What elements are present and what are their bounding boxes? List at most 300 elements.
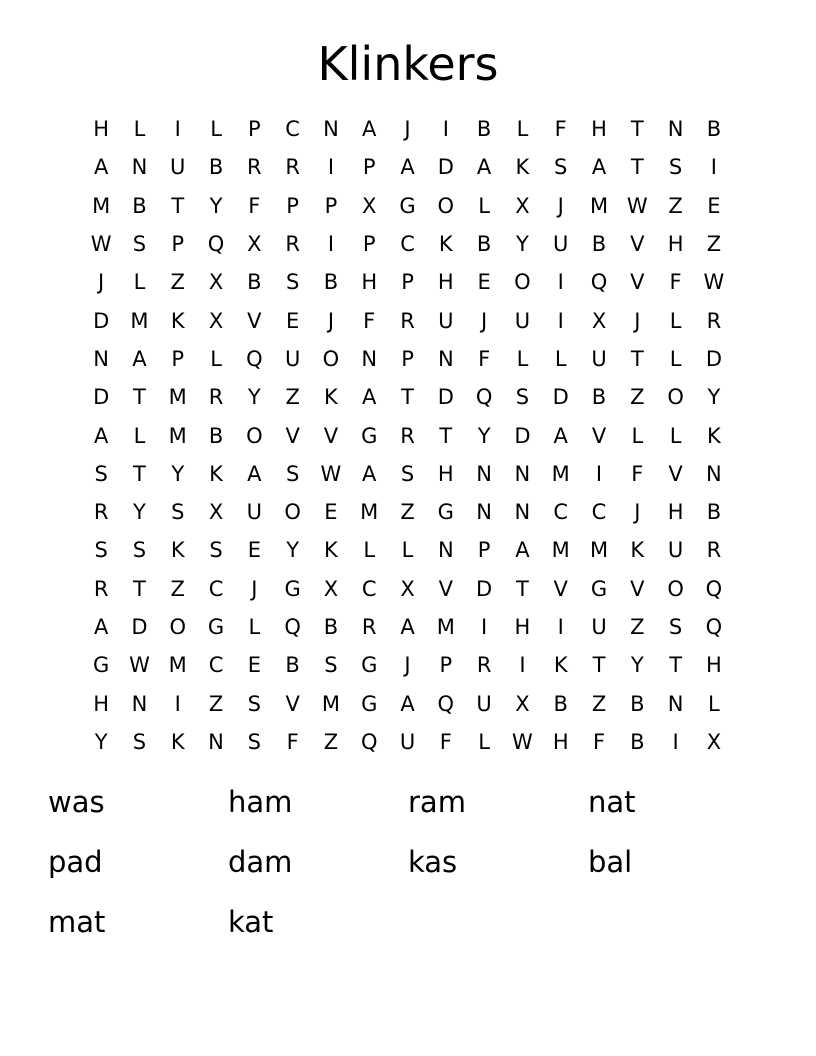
grid-letter: B bbox=[476, 117, 492, 142]
grid-letter: O bbox=[246, 423, 263, 448]
grid-letter: L bbox=[708, 691, 720, 716]
grid-letter: N bbox=[323, 117, 339, 142]
grid-letter: G bbox=[361, 691, 378, 716]
grid-letter: X bbox=[208, 270, 224, 295]
grid-letter: D bbox=[437, 155, 454, 180]
grid-letter: X bbox=[400, 576, 415, 601]
grid-letter: P bbox=[362, 155, 376, 180]
grid-letter: Q bbox=[437, 691, 455, 716]
grid-letter: B bbox=[630, 691, 645, 716]
grid-letter: U bbox=[246, 500, 263, 525]
grid-letter: K bbox=[438, 232, 453, 257]
grid-letter: N bbox=[514, 500, 531, 525]
grid-letter: N bbox=[437, 538, 454, 563]
grid-letter: A bbox=[400, 155, 415, 180]
grid-letter: I bbox=[327, 232, 335, 257]
grid-letter: H bbox=[667, 232, 684, 257]
grid-letter: E bbox=[707, 193, 721, 218]
grid-letter: S bbox=[132, 538, 147, 563]
grid-letter: G bbox=[590, 576, 608, 601]
grid-letter: C bbox=[591, 500, 607, 525]
grid-letter: I bbox=[481, 615, 488, 639]
grid-letter: K bbox=[630, 538, 645, 563]
grid-letter: A bbox=[476, 155, 492, 180]
grid-letter: B bbox=[247, 270, 262, 295]
grid-letter: R bbox=[93, 576, 109, 601]
grid-letter: X bbox=[323, 576, 339, 601]
grid-letter: O bbox=[284, 500, 301, 525]
grid-letter: Y bbox=[477, 423, 491, 448]
grid-letter: M bbox=[168, 423, 187, 448]
puzzle-title: Klinkers bbox=[317, 37, 499, 91]
grid-letter: S bbox=[324, 653, 338, 678]
grid-letter: R bbox=[706, 538, 722, 563]
grid-letter: T bbox=[516, 576, 529, 601]
grid-letter: Z bbox=[706, 232, 722, 257]
grid-letter: H bbox=[514, 615, 531, 639]
grid-letter: L bbox=[401, 538, 414, 563]
grid-letter: M bbox=[551, 538, 570, 563]
grid-letter: K bbox=[209, 461, 223, 486]
grid-letter: V bbox=[630, 232, 645, 257]
grid-letter: C bbox=[361, 576, 377, 601]
grid-letter: B bbox=[706, 117, 722, 142]
grid-letter: Y bbox=[209, 193, 223, 218]
grid-letter: Z bbox=[208, 691, 224, 716]
grid-letter: Z bbox=[630, 385, 645, 410]
grid-letter: T bbox=[133, 461, 146, 486]
grid-letter: U bbox=[170, 155, 186, 180]
grid-letter: G bbox=[399, 193, 416, 218]
word-list bbox=[48, 780, 768, 960]
grid-letter: W bbox=[129, 653, 150, 678]
grid-letter: F bbox=[592, 729, 606, 754]
grid-letter: P bbox=[286, 193, 299, 218]
grid-letter: Q bbox=[284, 615, 301, 639]
grid-letter: N bbox=[361, 346, 378, 371]
grid-letter: Z bbox=[170, 270, 185, 295]
grid-letter: Y bbox=[630, 653, 644, 678]
grid-letter: D bbox=[476, 576, 493, 601]
grid-letter: N bbox=[476, 461, 492, 486]
grid-letter: M bbox=[321, 691, 340, 716]
grid-letter: A bbox=[362, 117, 377, 142]
grid-letter: V bbox=[630, 270, 645, 295]
word-list-item: nat bbox=[588, 785, 636, 819]
grid-letter: U bbox=[591, 615, 607, 639]
word-list-item: pad bbox=[48, 845, 103, 879]
grid-letter: G bbox=[284, 576, 301, 601]
grid-letter: O bbox=[667, 576, 684, 601]
grid-letter: S bbox=[94, 461, 108, 486]
grid-letter: B bbox=[323, 615, 339, 639]
grid-letter: J bbox=[404, 653, 411, 678]
grid-letter: I bbox=[557, 270, 564, 295]
grid-letter: I bbox=[442, 117, 449, 142]
grid-letter: Y bbox=[516, 232, 529, 257]
grid-letter: B bbox=[208, 423, 224, 448]
grid-letter: U bbox=[476, 691, 492, 716]
grid-letter: C bbox=[208, 653, 224, 678]
grid-letter: B bbox=[706, 500, 722, 525]
grid-letter: S bbox=[247, 691, 261, 716]
grid-letter: T bbox=[630, 117, 644, 142]
grid-letter: A bbox=[93, 615, 109, 639]
grid-letter: W bbox=[90, 232, 112, 257]
grid-letter: J bbox=[481, 308, 488, 333]
grid-letter: I bbox=[672, 729, 679, 754]
grid-letter: R bbox=[476, 653, 492, 678]
grid-letter: R bbox=[400, 423, 415, 448]
grid-letter: R bbox=[285, 232, 300, 257]
grid-letter: S bbox=[285, 461, 300, 486]
grid-letter: Y bbox=[94, 729, 108, 754]
grid-letter: U bbox=[514, 308, 531, 333]
grid-letter: X bbox=[515, 193, 530, 218]
grid-letter: R bbox=[285, 155, 300, 180]
grid-letter: O bbox=[322, 346, 340, 371]
grid-letter: L bbox=[133, 423, 146, 448]
grid-letter: K bbox=[707, 423, 721, 448]
grid-letter: A bbox=[132, 346, 147, 371]
grid-letter: X bbox=[706, 729, 722, 754]
grid-letter: V bbox=[630, 576, 645, 601]
grid-letter: Q bbox=[705, 576, 723, 601]
grid-letter: L bbox=[516, 346, 529, 371]
grid-letter: S bbox=[668, 155, 683, 180]
grid-letter: G bbox=[361, 423, 378, 448]
grid-letter: D bbox=[552, 385, 569, 410]
grid-letter: V bbox=[553, 576, 568, 601]
grid-letter: V bbox=[247, 308, 262, 333]
grid-letter: B bbox=[476, 232, 492, 257]
grid-letter: Z bbox=[170, 576, 185, 601]
grid-letter: R bbox=[93, 500, 109, 525]
grid-letter: S bbox=[209, 538, 223, 563]
grid-letter: N bbox=[706, 461, 722, 486]
grid-letter: R bbox=[208, 385, 224, 410]
grid-letter: Y bbox=[171, 461, 185, 486]
grid-letter: D bbox=[514, 423, 531, 448]
grid-letter: B bbox=[285, 653, 300, 678]
grid-letter: R bbox=[706, 308, 722, 333]
grid-letter: A bbox=[362, 385, 377, 410]
grid-letter: H bbox=[552, 729, 569, 754]
grid-letter: Z bbox=[323, 729, 339, 754]
grid-letter: H bbox=[437, 270, 454, 295]
grid-letter: G bbox=[361, 653, 378, 678]
grid-letter: C bbox=[553, 500, 569, 525]
grid-letter: H bbox=[361, 270, 378, 295]
grid-letter: N bbox=[131, 691, 148, 716]
grid-letter: V bbox=[323, 423, 339, 448]
grid-letter: S bbox=[171, 500, 185, 525]
grid-letter: I bbox=[595, 461, 603, 486]
grid-letter: O bbox=[437, 193, 455, 218]
grid-letter: Z bbox=[630, 615, 645, 639]
grid-letter: Z bbox=[668, 193, 683, 218]
grid-letter: J bbox=[404, 117, 411, 142]
grid-letter: S bbox=[515, 385, 530, 410]
grid-letter: M bbox=[92, 193, 111, 218]
grid-letter: B bbox=[323, 270, 339, 295]
grid-letter: L bbox=[210, 117, 222, 142]
grid-letter: E bbox=[247, 653, 261, 678]
word-list-item: bal bbox=[588, 845, 633, 879]
grid-letter: N bbox=[93, 346, 109, 371]
grid-letter: S bbox=[285, 270, 300, 295]
grid-letter: S bbox=[132, 729, 147, 754]
grid-letter: R bbox=[361, 615, 377, 639]
grid-letter: L bbox=[669, 423, 682, 448]
word-list-item: was bbox=[48, 785, 105, 819]
grid-letter: Q bbox=[590, 270, 608, 295]
grid-letter: N bbox=[437, 346, 454, 371]
grid-letter: I bbox=[174, 691, 181, 716]
grid-letter: E bbox=[324, 500, 338, 525]
grid-letter: V bbox=[438, 576, 453, 601]
grid-letter: U bbox=[284, 346, 301, 371]
grid-letter: N bbox=[208, 729, 224, 754]
grid-letter: M bbox=[130, 308, 149, 333]
grid-letter: T bbox=[133, 576, 146, 601]
grid-letter: L bbox=[478, 193, 490, 218]
grid-letter: Z bbox=[285, 385, 300, 410]
grid-letter: D bbox=[705, 346, 722, 371]
word-list-item: ram bbox=[408, 785, 466, 819]
grid-letter: L bbox=[669, 308, 682, 333]
grid-letter: F bbox=[631, 461, 644, 486]
letter-grid bbox=[82, 110, 733, 761]
grid-letter: P bbox=[401, 270, 414, 295]
grid-letter: Y bbox=[707, 385, 721, 410]
grid-letter: A bbox=[553, 423, 568, 448]
grid-letter: B bbox=[591, 385, 607, 410]
grid-letter: F bbox=[669, 270, 682, 295]
grid-letter: X bbox=[515, 691, 530, 716]
grid-letter: T bbox=[592, 653, 606, 678]
grid-letter: J bbox=[634, 500, 641, 525]
grid-letter: M bbox=[589, 538, 609, 563]
grid-letter: E bbox=[477, 270, 491, 295]
grid-letter: P bbox=[248, 117, 261, 142]
grid-letter: A bbox=[400, 691, 415, 716]
grid-letter: P bbox=[362, 232, 376, 257]
grid-letter: K bbox=[170, 729, 185, 754]
grid-letter: P bbox=[324, 193, 338, 218]
grid-letter: J bbox=[98, 270, 105, 295]
grid-letter: A bbox=[362, 461, 377, 486]
grid-letter: F bbox=[363, 308, 376, 333]
grid-letter: U bbox=[399, 729, 416, 754]
grid-letter: L bbox=[210, 346, 222, 371]
grid-letter: X bbox=[208, 308, 224, 333]
grid-letter: L bbox=[133, 270, 146, 295]
grid-letter: P bbox=[401, 346, 414, 371]
grid-letter: D bbox=[93, 308, 110, 333]
grid-letter: S bbox=[247, 729, 261, 754]
grid-letter: V bbox=[591, 423, 607, 448]
grid-letter: H bbox=[591, 117, 607, 142]
grid-letter: T bbox=[669, 653, 683, 678]
grid-letter: M bbox=[360, 500, 379, 525]
grid-letter: E bbox=[247, 538, 261, 563]
word-list-item: dam bbox=[228, 845, 293, 879]
word-list-item: ham bbox=[228, 785, 293, 819]
grid-letter: H bbox=[93, 117, 110, 142]
grid-letter: G bbox=[93, 653, 110, 678]
grid-letter: D bbox=[93, 385, 110, 410]
grid-letter: Q bbox=[246, 346, 263, 371]
grid-letter: R bbox=[247, 155, 262, 180]
grid-letter: A bbox=[400, 615, 415, 639]
grid-letter: L bbox=[631, 423, 644, 448]
grid-letter: N bbox=[131, 155, 148, 180]
grid-letter: B bbox=[208, 155, 224, 180]
grid-letter: U bbox=[667, 538, 684, 563]
grid-letter: J bbox=[634, 308, 641, 333]
grid-letter: Z bbox=[591, 691, 607, 716]
grid-letter: M bbox=[168, 653, 187, 678]
grid-letter: C bbox=[285, 117, 300, 142]
grid-letter: S bbox=[132, 232, 147, 257]
grid-letter: K bbox=[515, 155, 530, 180]
grid-letter: J bbox=[251, 576, 258, 601]
grid-letter: J bbox=[557, 193, 564, 218]
grid-letter: K bbox=[170, 308, 185, 333]
grid-letter: Q bbox=[705, 615, 723, 639]
grid-letter: M bbox=[589, 193, 609, 218]
grid-letter: E bbox=[285, 308, 300, 333]
grid-letter: X bbox=[208, 500, 224, 525]
grid-letter: J bbox=[327, 308, 335, 333]
grid-letter: A bbox=[93, 423, 109, 448]
grid-letter: T bbox=[630, 346, 644, 371]
grid-letter: C bbox=[400, 232, 415, 257]
grid-letter: I bbox=[327, 155, 335, 180]
grid-letter: A bbox=[247, 461, 262, 486]
grid-letter: W bbox=[512, 729, 533, 754]
grid-letter: B bbox=[591, 232, 607, 257]
grid-letter: A bbox=[591, 155, 607, 180]
grid-letter: L bbox=[248, 615, 261, 639]
grid-letter: L bbox=[554, 346, 567, 371]
grid-letter: S bbox=[554, 155, 568, 180]
grid-letter: P bbox=[171, 346, 185, 371]
grid-letter: O bbox=[169, 615, 186, 639]
grid-letter: V bbox=[285, 691, 300, 716]
grid-letter: X bbox=[591, 308, 607, 333]
grid-letter: M bbox=[168, 385, 187, 410]
grid-letter: P bbox=[477, 538, 491, 563]
grid-letter: S bbox=[400, 461, 415, 486]
grid-letter: W bbox=[320, 461, 342, 486]
grid-letter: L bbox=[669, 346, 682, 371]
grid-letter: X bbox=[362, 193, 377, 218]
grid-letter: S bbox=[94, 538, 108, 563]
grid-letter: D bbox=[437, 385, 454, 410]
grid-letter: Q bbox=[475, 385, 493, 410]
grid-letter: H bbox=[667, 500, 684, 525]
grid-letter: K bbox=[170, 538, 185, 563]
grid-letter: I bbox=[174, 117, 181, 142]
grid-letter: C bbox=[208, 576, 224, 601]
grid-letter: V bbox=[668, 461, 683, 486]
grid-letter: H bbox=[706, 653, 722, 678]
grid-letter: W bbox=[703, 270, 725, 295]
grid-letter: F bbox=[478, 346, 491, 371]
grid-letter: T bbox=[171, 193, 185, 218]
grid-letter: Q bbox=[360, 729, 378, 754]
grid-letter: T bbox=[401, 385, 414, 410]
grid-letter: I bbox=[710, 155, 717, 180]
grid-letter: H bbox=[437, 461, 454, 486]
grid-letter: U bbox=[553, 232, 569, 257]
grid-letter: H bbox=[93, 691, 110, 716]
grid-letter: K bbox=[324, 385, 338, 410]
grid-letter: F bbox=[248, 193, 261, 218]
grid-letter: F bbox=[286, 729, 299, 754]
grid-letter: A bbox=[515, 538, 530, 563]
grid-letter: L bbox=[516, 117, 529, 142]
grid-letter: O bbox=[514, 270, 531, 295]
grid-letter: P bbox=[171, 232, 185, 257]
grid-letter: V bbox=[285, 423, 300, 448]
grid-letter: W bbox=[626, 193, 648, 218]
word-list-item: kat bbox=[228, 905, 274, 939]
grid-letter: B bbox=[630, 729, 645, 754]
grid-letter: M bbox=[436, 615, 455, 639]
grid-letter: B bbox=[553, 691, 568, 716]
grid-letter: Q bbox=[207, 232, 225, 257]
grid-letter: B bbox=[132, 193, 147, 218]
grid-letter: N bbox=[667, 117, 684, 142]
grid-letter: M bbox=[551, 461, 570, 486]
grid-letter: O bbox=[667, 385, 684, 410]
grid-letter: T bbox=[630, 155, 644, 180]
grid-letter: N bbox=[476, 500, 492, 525]
grid-letter: R bbox=[400, 308, 415, 333]
grid-letter: I bbox=[557, 615, 564, 639]
grid-letter: U bbox=[591, 346, 607, 371]
grid-letter: N bbox=[667, 691, 684, 716]
grid-letter: F bbox=[439, 729, 452, 754]
grid-letter: D bbox=[131, 615, 148, 639]
grid-letter: L bbox=[478, 729, 490, 754]
grid-letter: Z bbox=[400, 500, 415, 525]
grid-letter: T bbox=[439, 423, 453, 448]
grid-letter: L bbox=[363, 538, 376, 563]
grid-letter: T bbox=[133, 385, 146, 410]
grid-letter: G bbox=[437, 500, 454, 525]
grid-letter: N bbox=[514, 461, 531, 486]
grid-letter: I bbox=[519, 653, 526, 678]
word-list-item: kas bbox=[408, 845, 458, 879]
grid-letter: P bbox=[439, 653, 453, 678]
grid-letter: K bbox=[324, 538, 338, 563]
grid-letter: A bbox=[93, 155, 109, 180]
grid-letter: G bbox=[207, 615, 225, 639]
grid-letter: Y bbox=[247, 385, 261, 410]
grid-letter: F bbox=[554, 117, 567, 142]
grid-letter: Y bbox=[133, 500, 146, 525]
grid-letter: Y bbox=[286, 538, 300, 563]
word-list-item: mat bbox=[48, 905, 106, 939]
grid-letter: K bbox=[553, 653, 568, 678]
grid-letter: L bbox=[133, 117, 146, 142]
grid-letter: U bbox=[438, 308, 454, 333]
grid-letter: X bbox=[247, 232, 262, 257]
